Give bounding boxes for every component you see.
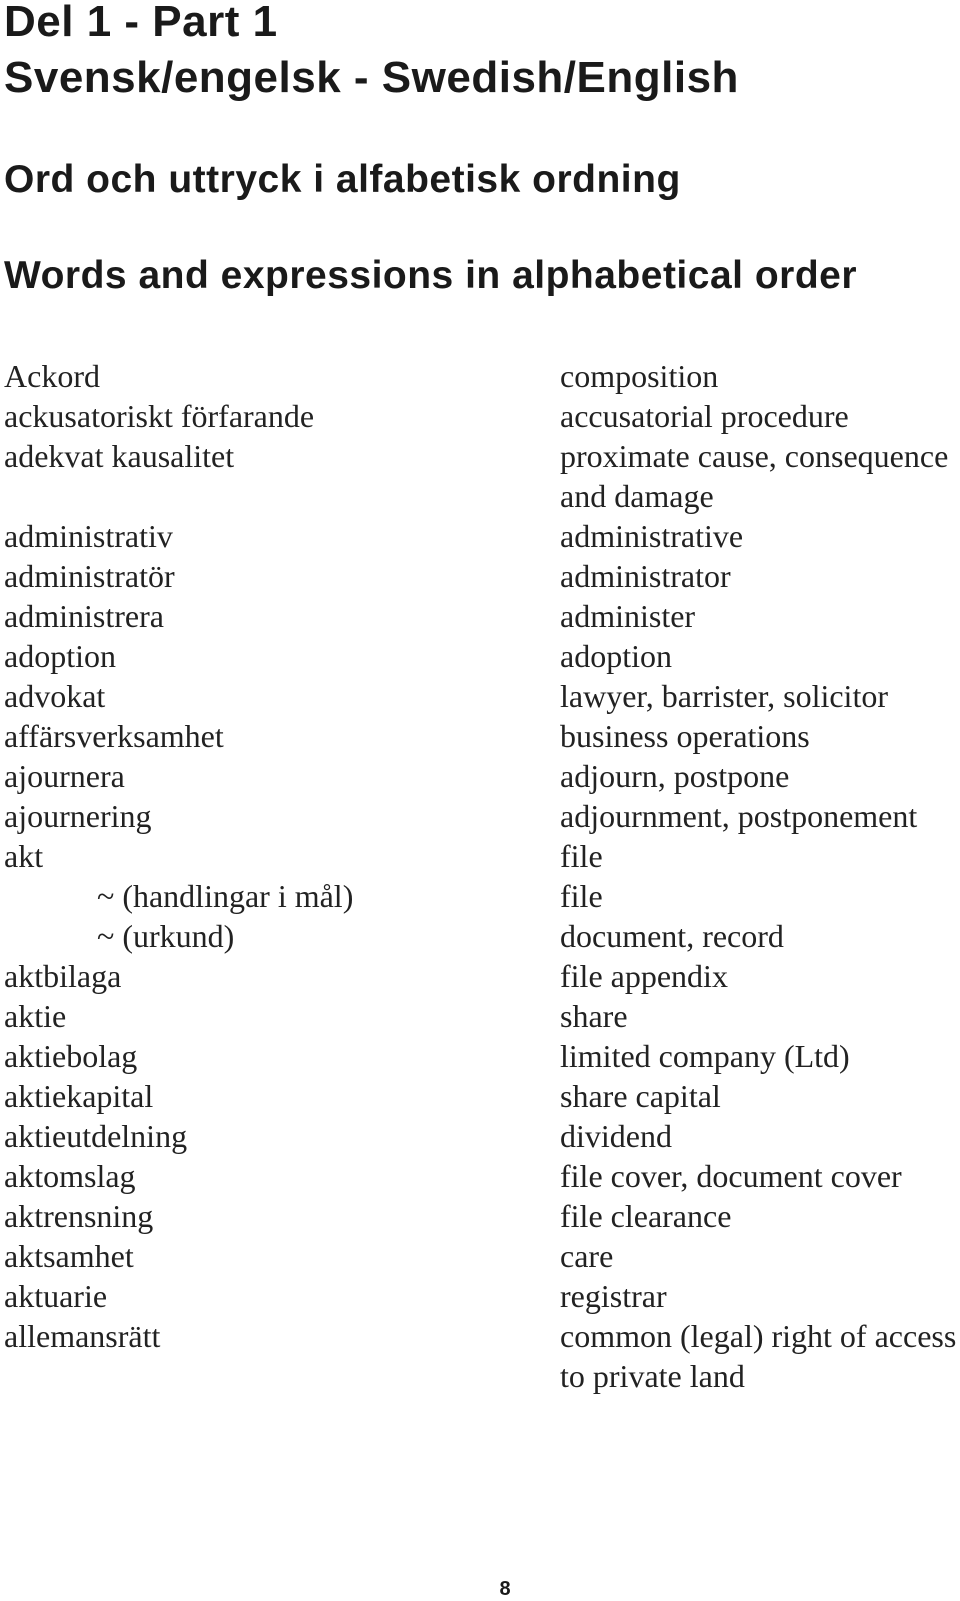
english-translation: share capital: [560, 1078, 721, 1114]
english-translation: dividend: [560, 1118, 672, 1154]
english-translation: file cover, document cover: [560, 1158, 902, 1194]
english-translation: limited company (Ltd): [560, 1038, 850, 1074]
glossary-entry: [0, 1116, 960, 1156]
swedish-term: allemansrätt: [4, 1318, 161, 1354]
swedish-term: akt: [4, 838, 44, 874]
english-translation: file appendix: [560, 958, 728, 994]
english-translation: care: [560, 1238, 614, 1274]
glossary-entry: [0, 756, 960, 796]
english-translation: common (legal) right of access to private land: [560, 1318, 957, 1394]
swedish-term: administrera: [4, 598, 164, 634]
language-title: Svensk/engelsk - Swedish/English: [4, 53, 739, 102]
swedish-term: adoption: [4, 638, 116, 674]
english-heading: Words and expressions in alphabetical order: [4, 254, 858, 297]
english-translation: lawyer, barrister, solicitor: [560, 678, 888, 714]
swedish-term: affärsverksamhet: [4, 718, 224, 754]
swedish-heading: Ord och uttryck i alfabetisk ordning: [4, 158, 681, 201]
english-translation: administrator: [560, 558, 731, 594]
swedish-term: aktomslag: [4, 1158, 136, 1194]
swedish-term: ~ (handlingar i mål): [97, 878, 354, 914]
glossary-entry: [0, 356, 960, 396]
glossary-entry: [0, 1076, 960, 1116]
english-translation: share: [560, 998, 628, 1034]
english-translation: administrative: [560, 518, 744, 554]
glossary-entry: [0, 1236, 960, 1276]
swedish-term: adekvat kausalitet: [4, 438, 235, 474]
glossary-entry: [0, 1276, 960, 1316]
english-translation: file clearance: [560, 1198, 732, 1234]
swedish-term: aktieutdelning: [4, 1118, 188, 1154]
glossary-entry: [0, 836, 960, 876]
swedish-term: Ackord: [4, 358, 100, 394]
swedish-term: aktrensning: [4, 1198, 154, 1234]
swedish-term: ajournering: [4, 798, 152, 834]
glossary-entry: [0, 1036, 960, 1076]
swedish-term: ~ (urkund): [97, 918, 235, 954]
english-translation: accusatorial procedure: [560, 398, 849, 434]
glossary-entry: [0, 1196, 960, 1236]
glossary-entry: [0, 956, 960, 996]
english-translation: proximate cause, consequence and damage: [560, 438, 949, 514]
glossary-entry: [0, 516, 960, 556]
glossary-entry: [0, 1316, 960, 1396]
english-translation: composition: [560, 358, 719, 394]
english-translation: registrar: [560, 1278, 667, 1314]
swedish-term: aktie: [4, 998, 67, 1034]
part-title: Del 1 - Part 1: [4, 0, 278, 46]
english-translation: file: [560, 838, 603, 874]
glossary-entry: [0, 796, 960, 836]
glossary-entry: [0, 916, 960, 956]
english-translation: adjourn, postpone: [560, 758, 790, 794]
glossary-entry: [0, 876, 960, 916]
swedish-term: aktiekapital: [4, 1078, 154, 1114]
page-number: 8: [499, 1578, 511, 1600]
english-translation: file: [560, 878, 603, 914]
swedish-term: aktsamhet: [4, 1238, 134, 1274]
glossary-entry: [0, 436, 960, 516]
swedish-term: administratör: [4, 558, 175, 594]
glossary-entry: [0, 596, 960, 636]
swedish-term: aktbilaga: [4, 958, 122, 994]
swedish-term: aktiebolag: [4, 1038, 138, 1074]
english-translation: adoption: [560, 638, 672, 674]
swedish-term: aktuarie: [4, 1278, 108, 1314]
english-translation: administer: [560, 598, 696, 634]
glossary-entry: [0, 1156, 960, 1196]
glossary-entry: [0, 636, 960, 676]
swedish-term: advokat: [4, 678, 106, 714]
english-translation: business operations: [560, 718, 810, 754]
swedish-term: administrativ: [4, 518, 173, 554]
english-translation: adjournment, postponement: [560, 798, 918, 834]
glossary-list: [0, 356, 960, 1396]
glossary-entry: [0, 996, 960, 1036]
glossary-entry: [0, 676, 960, 716]
glossary-entry: [0, 396, 960, 436]
glossary-entry: [0, 716, 960, 756]
glossary-entry: [0, 556, 960, 596]
swedish-term: ackusatoriskt förfarande: [4, 398, 315, 434]
english-translation: document, record: [560, 918, 784, 954]
swedish-term: ajournera: [4, 758, 125, 794]
